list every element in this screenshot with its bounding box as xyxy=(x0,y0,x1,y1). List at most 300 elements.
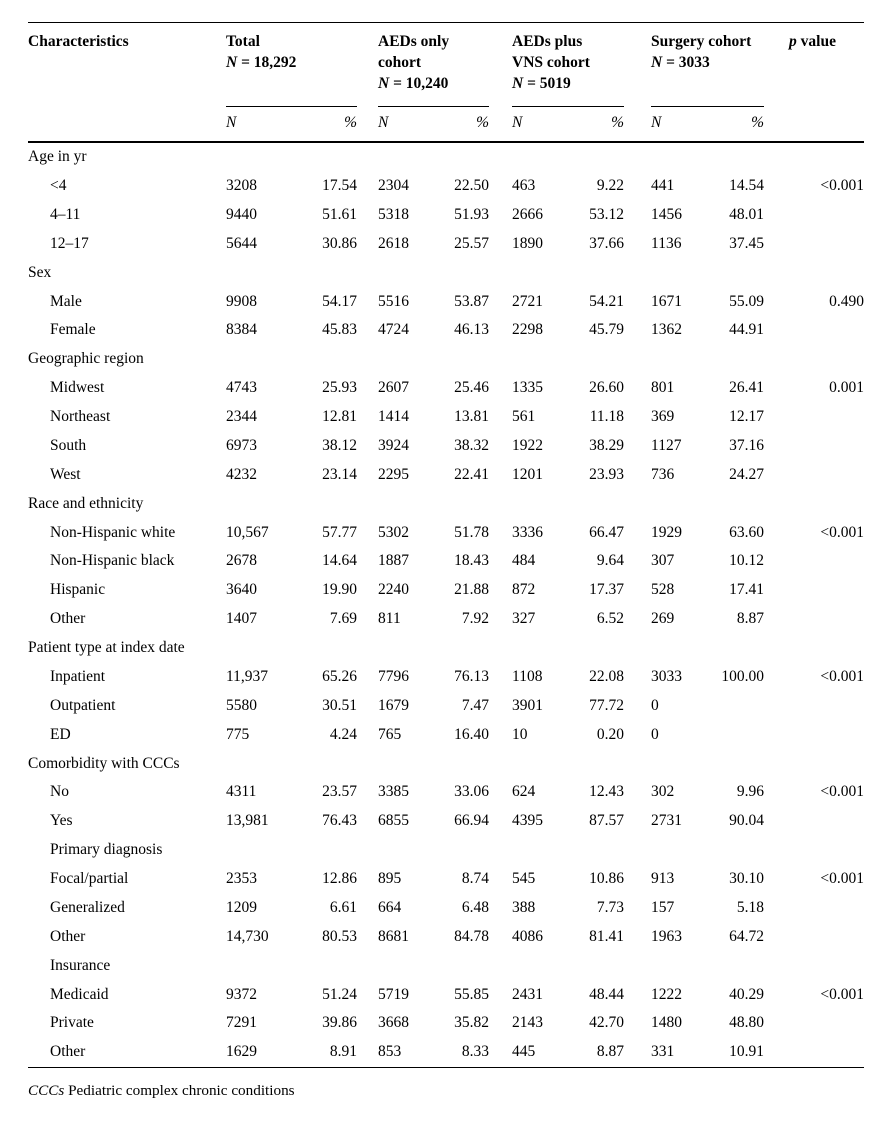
cell-n: 4395 xyxy=(512,812,544,830)
cell-pct: 37.16 xyxy=(729,436,765,454)
cell-pct: 8.91 xyxy=(329,1043,358,1061)
n-symbol: N xyxy=(512,75,524,92)
section-header-row xyxy=(28,142,864,172)
cell-n: 331 xyxy=(651,1043,675,1061)
cell-n: 6973 xyxy=(226,436,257,454)
cell-pct: 8.74 xyxy=(461,870,490,888)
cell-n: 369 xyxy=(651,408,675,426)
row-label: Generalized xyxy=(50,898,125,916)
section-header-row xyxy=(28,258,864,287)
cell-pct: 24.27 xyxy=(729,465,765,483)
cell-pct: 4.24 xyxy=(329,725,358,743)
table-row xyxy=(28,1009,864,1038)
cell-n: 2295 xyxy=(378,465,410,483)
cell-pct: 10.86 xyxy=(589,870,625,888)
p-value-label-italic: p xyxy=(789,33,797,50)
cell-pct: 17.54 xyxy=(322,177,358,195)
characteristics-table xyxy=(28,22,864,1068)
table-body xyxy=(28,142,864,1068)
cell-n: 13,981 xyxy=(226,812,269,830)
row-label: Other xyxy=(50,610,86,628)
cell-n: 1127 xyxy=(651,436,682,454)
col-group-header-0 xyxy=(226,23,378,107)
n-total-value: = 5019 xyxy=(523,75,571,92)
cell-pct: 14.54 xyxy=(729,177,765,195)
cell-pct: 7.47 xyxy=(461,696,490,714)
subheader-pct-2: % xyxy=(611,113,625,131)
row-label: Other xyxy=(50,927,86,945)
cell-pct: 84.78 xyxy=(454,927,490,945)
cell-pct: 9.64 xyxy=(596,552,625,570)
cell-pct: 38.12 xyxy=(322,436,358,454)
cell-n: 775 xyxy=(226,725,250,743)
cell-n: 1335 xyxy=(512,379,544,397)
cell-pct: 11.18 xyxy=(589,408,625,426)
cell-n: 3668 xyxy=(378,1014,410,1032)
footnote-definition: Pediatric complex chronic conditions xyxy=(64,1081,295,1099)
row-label: Midwest xyxy=(50,379,105,397)
cell-n: 2731 xyxy=(651,812,683,830)
cell-n: 3208 xyxy=(226,177,257,195)
table-row xyxy=(28,576,864,605)
cell-pct: 6.61 xyxy=(329,898,358,916)
cell-n: 5516 xyxy=(378,292,410,310)
section-label: Comorbidity with CCCs xyxy=(28,754,180,772)
cell-n: 736 xyxy=(651,465,675,483)
cell-pct: 14.64 xyxy=(322,552,358,570)
cell-pvalue xyxy=(786,200,864,229)
section-label: Patient type at index date xyxy=(28,639,185,657)
cell-n: 1887 xyxy=(378,552,410,570)
cell-pct: 54.21 xyxy=(589,292,625,310)
col-group-header-1 xyxy=(378,23,512,107)
cell-n: 7291 xyxy=(226,1014,257,1032)
cell-pct: 55.85 xyxy=(454,985,490,1003)
group-n-total xyxy=(226,52,378,73)
cell-n: 307 xyxy=(651,552,675,570)
header-group-row xyxy=(28,23,864,107)
cell-n: 1963 xyxy=(651,927,683,945)
n-symbol: N xyxy=(378,75,390,92)
cell-n: 545 xyxy=(512,870,536,888)
cell-pvalue: 0.490 xyxy=(829,292,865,310)
section-header-row xyxy=(28,633,864,662)
cell-pvalue xyxy=(786,402,864,431)
cell-n: 2240 xyxy=(378,581,410,599)
cell-pct: 17.37 xyxy=(589,581,625,599)
subheader-n-0: N xyxy=(226,113,237,131)
cell-pct: 53.12 xyxy=(589,205,625,223)
subheader-n-3: N xyxy=(651,113,662,131)
cell-n: 2143 xyxy=(512,1014,544,1032)
p-value-label-rest: value xyxy=(796,33,836,50)
cell-pvalue xyxy=(786,316,864,345)
row-label: Hispanic xyxy=(50,581,106,599)
cell-pct: 7.92 xyxy=(461,610,490,628)
cell-n: 3924 xyxy=(378,436,410,454)
cell-n: 11,937 xyxy=(226,667,269,685)
cell-n: 624 xyxy=(512,783,536,801)
cell-n: 1136 xyxy=(651,234,682,252)
cell-pct: 17.41 xyxy=(729,581,765,599)
section-label: Geographic region xyxy=(28,350,144,368)
cell-pct: 54.17 xyxy=(322,292,358,310)
cell-pct: 100.00 xyxy=(721,667,765,685)
cell-pct: 9.96 xyxy=(736,783,765,801)
cell-pct: 16.40 xyxy=(454,725,490,743)
cell-pct: 76.43 xyxy=(322,812,358,830)
cell-pvalue xyxy=(786,1038,864,1067)
cell-pct: 66.94 xyxy=(454,812,490,830)
cell-n: 853 xyxy=(378,1043,402,1061)
cell-n: 528 xyxy=(651,581,675,599)
cell-n: 1480 xyxy=(651,1014,683,1032)
cell-pvalue xyxy=(786,576,864,605)
cell-pct: 23.14 xyxy=(322,465,358,483)
cell-n: 388 xyxy=(512,898,536,916)
cell-n: 2678 xyxy=(226,552,257,570)
cell-pct: 37.45 xyxy=(729,234,765,252)
cell-n: 3901 xyxy=(512,696,544,714)
cell-n: 4743 xyxy=(226,379,257,397)
cell-n: 1679 xyxy=(378,696,410,714)
cell-n: 441 xyxy=(651,177,675,195)
cell-pvalue xyxy=(786,547,864,576)
cell-n: 2431 xyxy=(512,985,544,1003)
cell-n: 4724 xyxy=(378,321,410,339)
cell-pct: 33.06 xyxy=(454,783,490,801)
row-label: Focal/partial xyxy=(50,870,129,888)
cell-pct: 25.93 xyxy=(322,379,358,397)
cell-pct: 8.33 xyxy=(461,1043,490,1061)
cell-pct: 48.44 xyxy=(589,985,625,1003)
cell-pct: 90.04 xyxy=(729,812,765,830)
subsection-label: Insurance xyxy=(50,956,111,974)
row-label: Outpatient xyxy=(50,696,116,714)
cell-n: 1414 xyxy=(378,408,410,426)
row-label: Inpatient xyxy=(50,667,106,685)
cell-pct: 9.22 xyxy=(596,177,625,195)
cell-n: 1407 xyxy=(226,610,257,628)
row-label: Female xyxy=(50,321,96,339)
cell-n: 3336 xyxy=(512,523,544,541)
section-header-row xyxy=(28,749,864,778)
table-row xyxy=(28,431,864,460)
section-label: Age in yr xyxy=(28,148,87,166)
cell-pct: 22.50 xyxy=(454,177,490,195)
cell-n: 801 xyxy=(651,379,675,397)
group-title-line: Surgery cohort xyxy=(651,33,752,50)
group-n-total xyxy=(378,73,512,94)
subsection-header-row xyxy=(28,836,864,865)
cell-pvalue xyxy=(786,605,864,634)
cell-pct: 57.77 xyxy=(322,523,358,541)
cell-pct: 5.18 xyxy=(736,898,765,916)
group-title-line: Total xyxy=(226,33,260,50)
cell-pct: 7.69 xyxy=(329,610,358,628)
table-row xyxy=(28,374,864,403)
cell-n: 2666 xyxy=(512,205,544,223)
cell-n: 8384 xyxy=(226,321,257,339)
row-label: 12–17 xyxy=(50,234,89,252)
cell-pct: 19.90 xyxy=(322,581,358,599)
n-total-value: = 10,240 xyxy=(389,75,449,92)
cell-pct: 6.48 xyxy=(461,898,490,916)
col-group-header-2 xyxy=(512,23,651,107)
cell-n: 5580 xyxy=(226,696,257,714)
cell-n: 1362 xyxy=(651,321,683,339)
cell-pvalue xyxy=(786,460,864,489)
subheader-n-2: N xyxy=(512,113,523,131)
cell-pvalue: <0.001 xyxy=(820,667,865,685)
row-label: Male xyxy=(50,292,82,310)
row-label: Northeast xyxy=(50,408,111,426)
subsection-label: Primary diagnosis xyxy=(50,841,163,859)
cell-pvalue: 0.001 xyxy=(829,379,865,397)
section-label: Race and ethnicity xyxy=(28,494,144,512)
table-row xyxy=(28,316,864,345)
cell-pct: 12.81 xyxy=(322,408,358,426)
cell-n: 302 xyxy=(651,783,675,801)
cell-n: 445 xyxy=(512,1043,536,1061)
table-row xyxy=(28,402,864,431)
cell-pct: 55.09 xyxy=(729,292,765,310)
cell-pct: 38.32 xyxy=(454,436,490,454)
group-underline-rule xyxy=(378,106,489,107)
group-underline-rule xyxy=(512,106,624,107)
cell-pct: 81.41 xyxy=(589,927,625,945)
cell-n: 5719 xyxy=(378,985,410,1003)
row-label: Medicaid xyxy=(50,985,109,1003)
table-row xyxy=(28,720,864,749)
cell-pct: 6.52 xyxy=(596,610,625,628)
cell-pct: 51.78 xyxy=(454,523,490,541)
cell-pct: 80.53 xyxy=(322,927,358,945)
cell-n: 10,567 xyxy=(226,523,269,541)
cell-n: 8681 xyxy=(378,927,410,945)
row-label: Yes xyxy=(50,812,73,830)
cell-pct xyxy=(719,691,786,720)
cell-pvalue xyxy=(786,720,864,749)
row-label: Private xyxy=(50,1014,94,1032)
cell-n: 2304 xyxy=(378,177,410,195)
table-row xyxy=(28,287,864,316)
cell-pct: 45.83 xyxy=(322,321,358,339)
cell-n: 1671 xyxy=(651,292,683,310)
cell-pct: 26.60 xyxy=(589,379,625,397)
table-row xyxy=(28,171,864,200)
cell-pvalue: <0.001 xyxy=(820,870,865,888)
cell-pct: 46.13 xyxy=(454,321,490,339)
cell-n: 913 xyxy=(651,870,675,888)
group-underline-rule xyxy=(226,106,357,107)
cell-pct: 23.93 xyxy=(589,465,625,483)
footnote xyxy=(28,1081,864,1101)
cell-n: 3033 xyxy=(651,667,683,685)
cell-pct: 65.26 xyxy=(322,667,358,685)
cell-n: 5644 xyxy=(226,234,257,252)
cell-n: 811 xyxy=(378,610,401,628)
section-label: Sex xyxy=(28,263,52,281)
cell-pct: 37.66 xyxy=(589,234,625,252)
row-label: <4 xyxy=(50,177,67,195)
cell-pvalue xyxy=(786,431,864,460)
cell-pct: 51.61 xyxy=(322,205,358,223)
table-row xyxy=(28,864,864,893)
group-title-line: AEDs only xyxy=(378,33,450,50)
section-header-row xyxy=(28,345,864,374)
cell-pct: 12.43 xyxy=(589,783,625,801)
table-row xyxy=(28,605,864,634)
cell-pct: 66.47 xyxy=(589,523,625,541)
cell-n: 5302 xyxy=(378,523,410,541)
table-row xyxy=(28,662,864,691)
cell-n: 2298 xyxy=(512,321,544,339)
row-label: Non-Hispanic white xyxy=(50,523,176,541)
cell-n: 3640 xyxy=(226,581,257,599)
cell-n: 1201 xyxy=(512,465,544,483)
cell-pct: 8.87 xyxy=(596,1043,625,1061)
cell-n: 4311 xyxy=(226,783,257,801)
cell-n: 484 xyxy=(512,552,536,570)
cell-n: 2607 xyxy=(378,379,410,397)
cell-pct: 25.57 xyxy=(454,234,490,252)
cell-pvalue: <0.001 xyxy=(820,783,865,801)
cell-pct: 30.51 xyxy=(322,696,358,714)
cell-n: 14,730 xyxy=(226,927,269,945)
group-n-total xyxy=(512,73,651,94)
cell-pct: 10.12 xyxy=(729,552,765,570)
cell-pct: 23.57 xyxy=(322,783,358,801)
cell-n: 2618 xyxy=(378,234,410,252)
n-symbol: N xyxy=(226,54,238,71)
table-row xyxy=(28,922,864,951)
cell-pct: 44.91 xyxy=(729,321,765,339)
cell-pct: 53.87 xyxy=(454,292,490,310)
table-row xyxy=(28,691,864,720)
cell-pvalue xyxy=(786,229,864,258)
row-label: No xyxy=(50,783,69,801)
cell-pct: 87.57 xyxy=(589,812,625,830)
cell-pct: 26.41 xyxy=(729,379,765,397)
col-header-pvalue xyxy=(786,23,864,142)
table-row xyxy=(28,460,864,489)
cell-n: 327 xyxy=(512,610,536,628)
cell-n: 872 xyxy=(512,581,536,599)
cell-pct: 25.46 xyxy=(454,379,490,397)
subheader-pct-0: % xyxy=(344,113,358,131)
cell-pvalue xyxy=(786,1009,864,1038)
table-row xyxy=(28,518,864,547)
subheader-pct-3: % xyxy=(751,113,765,131)
cell-n: 1209 xyxy=(226,898,257,916)
group-n-total xyxy=(651,52,786,73)
cell-pct: 64.72 xyxy=(729,927,765,945)
cell-n: 895 xyxy=(378,870,402,888)
cell-pvalue xyxy=(786,922,864,951)
cell-pct: 63.60 xyxy=(729,523,765,541)
table-header xyxy=(28,23,864,142)
table-row xyxy=(28,778,864,807)
cell-n: 765 xyxy=(378,725,402,743)
cell-pvalue: <0.001 xyxy=(820,523,865,541)
cell-n: 664 xyxy=(378,898,402,916)
cell-n: 463 xyxy=(512,177,536,195)
cell-pct: 12.86 xyxy=(322,870,358,888)
cell-n: 269 xyxy=(651,610,675,628)
cell-n: 7796 xyxy=(378,667,410,685)
cell-pct: 48.80 xyxy=(729,1014,765,1032)
cell-n: 1890 xyxy=(512,234,544,252)
table-row xyxy=(28,1038,864,1067)
col-header-characteristics: Characteristics xyxy=(28,33,129,50)
table-row xyxy=(28,200,864,229)
cell-n: 0 xyxy=(651,725,659,743)
subsection-header-row xyxy=(28,951,864,980)
cell-pvalue xyxy=(786,691,864,720)
cell-pct: 12.17 xyxy=(729,408,765,426)
cell-pct: 0.20 xyxy=(596,725,625,743)
cell-pct: 48.01 xyxy=(729,205,765,223)
cell-n: 9440 xyxy=(226,205,257,223)
col-group-header-3 xyxy=(651,23,786,107)
row-label: Non-Hispanic black xyxy=(50,552,175,570)
cell-pvalue: <0.001 xyxy=(820,177,865,195)
cell-pct: 51.93 xyxy=(454,205,490,223)
cell-pct: 38.29 xyxy=(589,436,625,454)
cell-pct: 30.10 xyxy=(729,870,765,888)
cell-pct xyxy=(719,720,786,749)
cell-n: 2721 xyxy=(512,292,544,310)
cell-pct: 10.91 xyxy=(729,1043,765,1061)
group-underline-rule xyxy=(651,106,764,107)
row-label: 4–11 xyxy=(50,205,81,223)
cell-pct: 39.86 xyxy=(322,1014,358,1032)
cell-n: 1929 xyxy=(651,523,683,541)
footnote-abbreviation: CCCs xyxy=(28,1081,65,1099)
cell-pvalue xyxy=(786,893,864,922)
cell-pct: 8.87 xyxy=(736,610,765,628)
cell-pct: 45.79 xyxy=(589,321,625,339)
cell-n: 1222 xyxy=(651,985,683,1003)
cell-pct: 77.72 xyxy=(589,696,625,714)
row-label: South xyxy=(50,436,87,454)
cell-pct: 21.88 xyxy=(454,581,490,599)
cell-n: 2353 xyxy=(226,870,257,888)
cell-pct: 30.86 xyxy=(322,234,358,252)
row-label: ED xyxy=(50,725,71,743)
subheader-n-1: N xyxy=(378,113,389,131)
cell-n: 157 xyxy=(651,898,675,916)
cell-n: 4232 xyxy=(226,465,257,483)
n-total-value: = 3033 xyxy=(662,54,710,71)
cell-n: 1922 xyxy=(512,436,544,454)
cell-n: 9372 xyxy=(226,985,257,1003)
cell-pvalue: <0.001 xyxy=(820,985,865,1003)
table-row xyxy=(28,807,864,836)
table-row xyxy=(28,980,864,1009)
cell-n: 561 xyxy=(512,408,536,426)
cell-n: 1108 xyxy=(512,667,543,685)
n-symbol: N xyxy=(651,54,663,71)
cell-pct: 76.13 xyxy=(454,667,490,685)
cell-n: 9908 xyxy=(226,292,257,310)
cell-n: 4086 xyxy=(512,927,544,945)
cell-n: 10 xyxy=(512,725,528,743)
table-row xyxy=(28,229,864,258)
cell-pct: 42.70 xyxy=(589,1014,625,1032)
cell-pct: 51.24 xyxy=(322,985,358,1003)
